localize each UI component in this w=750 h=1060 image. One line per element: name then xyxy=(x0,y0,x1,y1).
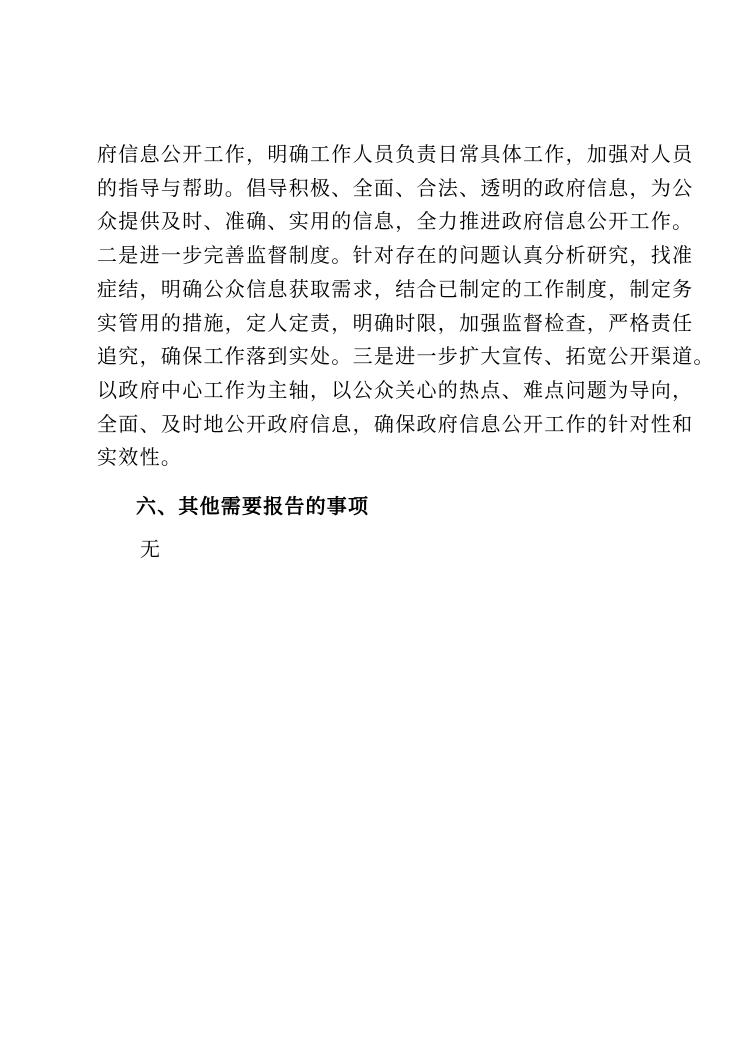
paragraph-line: 实效性。 xyxy=(97,445,183,470)
paragraph-line: 府信息公开工作，明确工作人员负责日常具体工作，加强对人员 xyxy=(97,142,694,166)
section-content: 无 xyxy=(140,537,160,561)
paragraph-line: 全面、及时地公开政府信息，确保政府信息公开工作的针对性和 xyxy=(97,411,694,436)
section-heading: 六、其他需要报告的事项 xyxy=(136,494,370,518)
paragraph-line: 症结，明确公众信息获取需求，结合已制定的工作制度，制定务 xyxy=(97,276,694,301)
paragraph-line: 的指导与帮助。倡导积极、全面、合法、透明的政府信息，为公 xyxy=(97,175,694,200)
paragraph-line: 二是进一步完善监督制度。针对存在的问题认真分析研究，找准 xyxy=(97,243,694,268)
body-paragraph xyxy=(97,138,715,475)
paragraph-line: 实管用的措施，定人定责，明确时限，加强监督检查，严格责任 xyxy=(97,310,694,335)
paragraph-line: 以政府中心工作为主轴，以公众关心的热点、难点问题为导向， xyxy=(97,377,694,402)
paragraph-line: 众提供及时、准确、实用的信息，全力推进政府信息公开工作。 xyxy=(97,209,694,234)
paragraph-line: 追究，确保工作落到实处。三是进一步扩大宣传、拓宽公开渠道。 xyxy=(97,344,715,369)
